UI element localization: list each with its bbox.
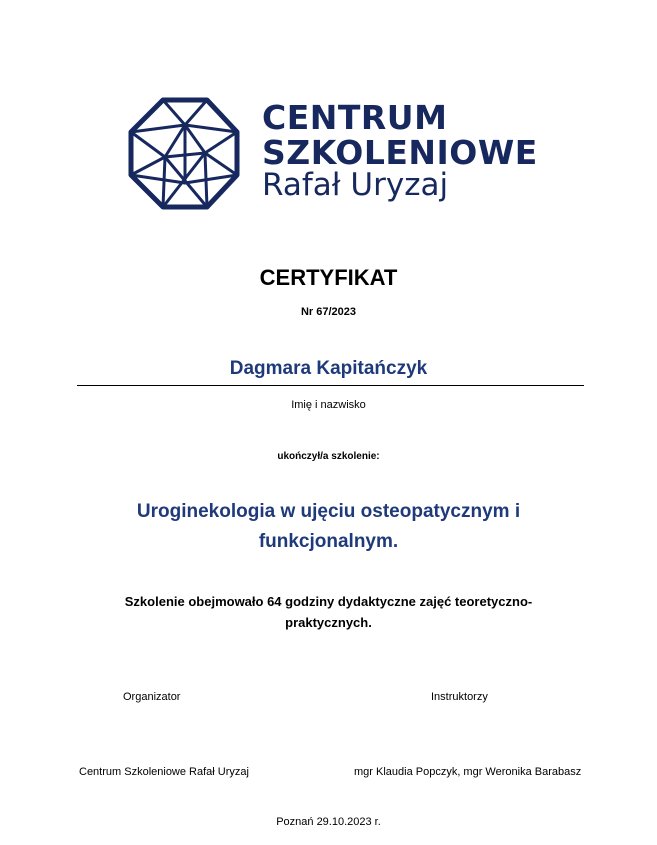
name-label: Imię i nazwisko xyxy=(291,399,366,411)
course-title xyxy=(0,497,657,557)
certificate-number: Nr 67/2023 xyxy=(300,306,357,318)
course-description xyxy=(0,591,657,633)
certificate-title: CERTYFIKAT xyxy=(259,265,398,290)
course-title-line-2: funkcjonalnym. xyxy=(258,531,399,552)
place-date: Poznań 29.10.2023 r. xyxy=(276,816,381,828)
instructors-label: Instruktorzy xyxy=(431,691,488,703)
name-underline xyxy=(77,385,584,386)
organizer-label: Organizator xyxy=(123,691,181,703)
participant-name: Dagmara Kapitańczyk xyxy=(229,358,428,379)
geometric-octagon-icon xyxy=(125,95,243,213)
course-title-line-1: Uroginekologia w ujęciu osteopatycznym i xyxy=(136,501,521,522)
description-line-1: Szkolenie obejmowało 64 godziny dydaktyczne zajęć teoretyczno- xyxy=(124,594,533,609)
description-line-2: praktycznych. xyxy=(285,615,372,630)
logo-text-line-3: Rafał Uryzaj xyxy=(262,167,449,203)
company-logo xyxy=(125,95,545,213)
completed-text: ukończył/a szkolenie: xyxy=(277,451,380,462)
organizer-name: Centrum Szkoleniowe Rafał Uryzaj xyxy=(79,766,249,778)
logo-text-line-1: CENTRUM xyxy=(262,98,448,137)
instructors-names: mgr Klaudia Popczyk, mgr Weronika Barabasz xyxy=(354,766,582,778)
logo-text-line-2: SZKOLENIOWE xyxy=(262,133,538,172)
